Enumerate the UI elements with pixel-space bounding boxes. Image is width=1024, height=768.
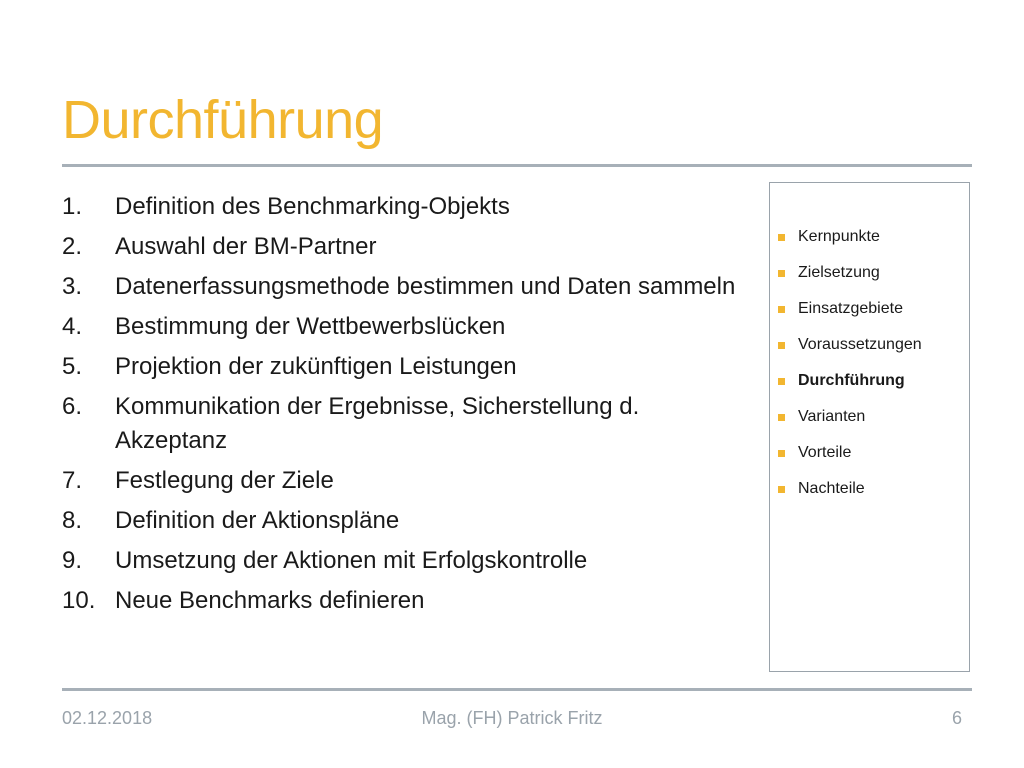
nav-item-label: Nachteile bbox=[798, 480, 865, 497]
step-text: Kommunikation der Ergebnisse, Sicherstellung d. Akzeptanz bbox=[115, 393, 640, 454]
step-number: 7. bbox=[62, 467, 83, 494]
list-item bbox=[62, 230, 752, 264]
step-text: Festlegung der Ziele bbox=[115, 467, 334, 494]
step-number: 2. bbox=[62, 233, 83, 260]
square-bullet-icon bbox=[778, 342, 785, 349]
step-text: Definition des Benchmarking-Objekts bbox=[115, 193, 510, 220]
nav-item-label: Zielsetzung bbox=[798, 264, 880, 281]
list-item bbox=[62, 584, 752, 618]
list-item bbox=[62, 504, 752, 538]
list-item bbox=[62, 350, 752, 384]
nav-item-label: Voraussetzungen bbox=[798, 336, 922, 353]
step-number: 4. bbox=[62, 313, 83, 340]
step-text: Neue Benchmarks definieren bbox=[115, 587, 425, 614]
step-text: Umsetzung der Aktionen mit Erfolgskontrolle bbox=[115, 547, 588, 574]
footer-divider bbox=[62, 688, 972, 691]
section-nav-box bbox=[769, 182, 970, 672]
square-bullet-icon bbox=[778, 234, 785, 241]
step-number: 9. bbox=[62, 547, 83, 574]
list-item bbox=[62, 190, 752, 224]
step-text: Projektion der zukünftigen Leistungen bbox=[115, 353, 517, 380]
nav-item-label: Varianten bbox=[798, 408, 866, 425]
title-divider bbox=[62, 164, 972, 167]
nav-item-label: Durchführung bbox=[798, 372, 905, 389]
step-number: 1. bbox=[62, 193, 83, 220]
step-text: Auswahl der BM-Partner bbox=[115, 233, 377, 260]
step-number: 3. bbox=[62, 273, 83, 300]
square-bullet-icon bbox=[778, 450, 785, 457]
square-bullet-icon bbox=[778, 414, 785, 421]
square-bullet-icon bbox=[778, 306, 785, 313]
step-number: 8. bbox=[62, 507, 83, 534]
step-number: 5. bbox=[62, 353, 83, 380]
square-bullet-icon bbox=[778, 270, 785, 277]
step-number: 6. bbox=[62, 393, 83, 420]
step-text: Definition der Aktionspläne bbox=[115, 507, 400, 534]
step-text: Datenerfassungsmethode bestimmen und Daten sammeln bbox=[115, 273, 736, 300]
list-item bbox=[62, 310, 752, 344]
list-item bbox=[62, 464, 752, 498]
footer-author: Mag. (FH) Patrick Fritz bbox=[421, 708, 603, 728]
nav-item-label: Einsatzgebiete bbox=[798, 300, 903, 317]
nav-item-label: Kernpunkte bbox=[798, 228, 880, 245]
step-number: 10. bbox=[62, 587, 96, 614]
footer-date: 02.12.2018 bbox=[62, 708, 153, 728]
slide-title: Durchführung bbox=[62, 90, 384, 150]
list-item bbox=[62, 544, 752, 578]
square-bullet-icon bbox=[778, 486, 785, 493]
section-nav-list bbox=[778, 213, 922, 513]
list-item bbox=[62, 270, 752, 304]
page-number: 6 bbox=[951, 708, 962, 728]
nav-item-nachteile[interactable] bbox=[778, 465, 922, 513]
step-text: Bestimmung der Wettbewerbslücken bbox=[115, 313, 506, 340]
list-item bbox=[62, 390, 752, 458]
square-bullet-icon bbox=[778, 378, 785, 385]
step-list bbox=[62, 190, 752, 624]
nav-item-label: Vorteile bbox=[798, 444, 852, 461]
